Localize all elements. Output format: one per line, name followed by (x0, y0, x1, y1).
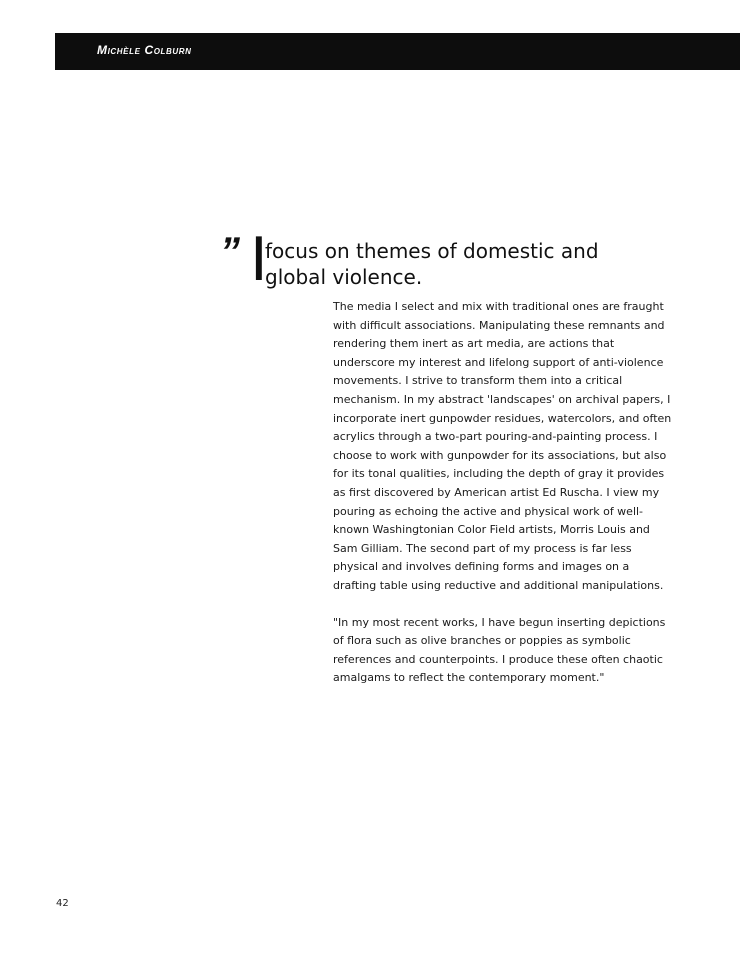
body-text (333, 298, 675, 706)
body-paragraph: "In my most recent works, I have begun inserting depictions of flora such as olive branches or poppies as symbolic references and counterpoints. I produce these often chaotic amalgams to reflect the contemporary moment." (333, 615, 666, 685)
pull-quote: focus on themes of domestic and global violence. (265, 239, 599, 289)
drop-cap: I (250, 225, 268, 295)
page-number: 42 (56, 898, 69, 909)
body-paragraph: The media I select and mix with traditional ones are fraught with difficult associations. Manipulating these remnants and rendering them inert as art media, are actions that underscore my interest and lifelong support of anti-violence movements. I strive to transform them into a critical mechanism. In my abstract 'landscapes' on archival papers, I incorporate inert gunpowder residues, watercolors, and often acrylics through a two-part pouring-and-painting process. I choose to work with gunpowder for its associations, but also for its tonal qualities, including the depth of gray it provides as first discovered by American artist Ed Ruscha. I view my pouring as echoing the active and physical work of well-known Washingtonian Color Field artists, Morris Louis and Sam Gilliam. The second part of my process is far less physical and involves defining forms and images on a drafting table using reductive and additional manipulations. (333, 300, 672, 592)
quote-mark: ” (220, 230, 240, 274)
header-bar (55, 33, 740, 70)
author-name: Michèle Colburn (97, 43, 192, 57)
